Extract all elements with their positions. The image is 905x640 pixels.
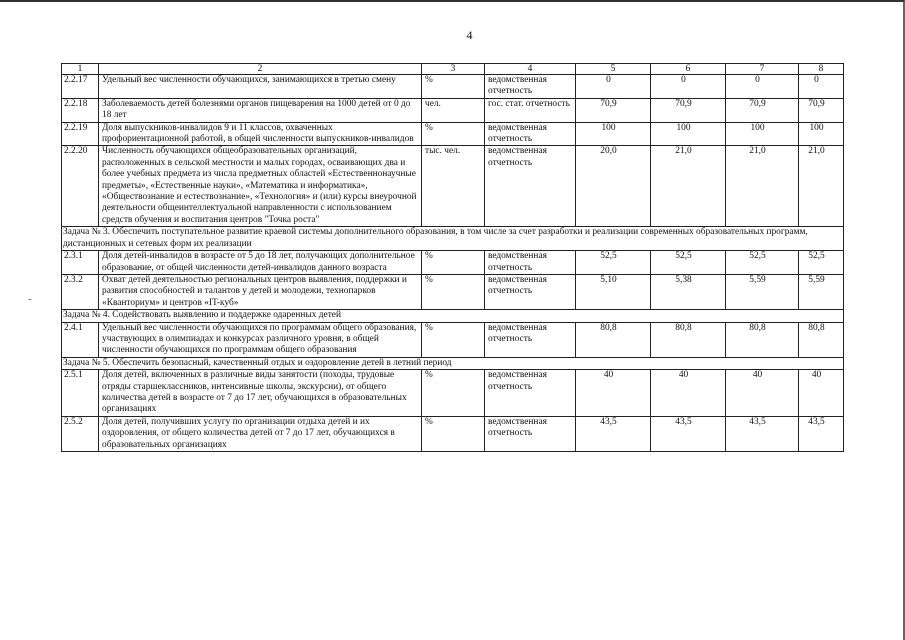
page-number: 4 — [466, 28, 473, 42]
indicator-name: Охват детей деятельностью региональных центров выявления, поддержки и развития способностей и талантов у детей и молодежи, технопарков «Кванториум» и центров «IT-куб» — [99, 274, 422, 309]
value-col-8: 21,0 — [799, 146, 844, 227]
value-col-8: 43,5 — [799, 416, 844, 451]
value-col-8: 80,8 — [799, 322, 844, 357]
table-body — [62, 64, 844, 452]
value-col-6: 80,8 — [651, 322, 726, 357]
data-source: ведомственная отчетность — [485, 122, 576, 146]
header-cell-2: 2 — [99, 64, 422, 75]
value-col-8: 70,9 — [799, 98, 844, 122]
header-cell-3: 3 — [422, 64, 485, 75]
value-col-7: 40 — [726, 370, 799, 417]
header-cell-7: 7 — [726, 64, 799, 75]
value-col-7: 80,8 — [726, 322, 799, 357]
indicator-code: 2.2.19 — [62, 122, 99, 146]
unit-of-measure: % — [422, 322, 485, 357]
task-heading: Задача № 4. Содействовать выявлению и поддержке одаренных детей — [62, 310, 844, 322]
table-row — [62, 122, 844, 146]
indicator-name: Численность обучающихся общеобразовательных организаций, расположенных в сельской местности и малых городах, осваивающих два и более учебных предмета из числа предметных областей «Естественнонаучные предметы», «Естественные науки», «Математика и информатика», «Обществознание и естествознание», «Технология» и (или) курсы внеурочной деятельности общеинтеллектуальной направленности с использованием средств обучения и воспитания центров "Точка роста" — [99, 146, 422, 227]
unit-of-measure: % — [422, 274, 485, 309]
unit-of-measure: тыс. чел. — [422, 146, 485, 227]
value-col-5: 5,10 — [576, 274, 651, 309]
table-row — [62, 251, 844, 275]
task-heading: Задача № 3. Обеспечить поступательное развитие краевой системы дополнительного образования, в том числе за счет разработки и реализации современных образовательных программ, дистанционных и сетевых форм их реализации — [62, 227, 844, 251]
margin-mark: - — [28, 293, 32, 305]
value-col-6: 40 — [651, 370, 726, 417]
header-cell-1: 1 — [62, 64, 99, 75]
indicator-name: Удельный вес численности обучающихся по программам общего образования, участвующих в олимпиадах и конкурсах различного уровня, в общей численности обучающихся по программам общего образования — [99, 322, 422, 357]
indicator-name: Удельный вес численности обучающихся, занимающихся в третью смену — [99, 75, 422, 99]
value-col-5: 20,0 — [576, 146, 651, 227]
data-source: ведомственная отчетность — [485, 251, 576, 275]
header-cell-5: 5 — [576, 64, 651, 75]
header-cell-8: 8 — [799, 64, 844, 75]
value-col-5: 52,5 — [576, 251, 651, 275]
value-col-7: 0 — [726, 75, 799, 99]
value-col-6: 21,0 — [651, 146, 726, 227]
unit-of-measure: чел. — [422, 98, 485, 122]
header-row — [62, 64, 844, 75]
indicator-code: 2.2.17 — [62, 75, 99, 99]
task-row — [62, 227, 844, 251]
indicators-table — [61, 63, 844, 452]
indicator-code: 2.4.1 — [62, 322, 99, 357]
indicator-name: Доля детей, включенных в различные виды занятости (походы, трудовые отряды старшеклассников, интенсивные школы, экскурсии), от общего количества детей в возрасте от 7 до 17 лет, обучающихся в образовательных организациях — [99, 370, 422, 417]
value-col-5: 80,8 — [576, 322, 651, 357]
value-col-8: 100 — [799, 122, 844, 146]
table-row — [62, 416, 844, 451]
data-source: гос. стат. отчетность — [485, 98, 576, 122]
value-col-7: 100 — [726, 122, 799, 146]
value-col-6: 52,5 — [651, 251, 726, 275]
value-col-5: 40 — [576, 370, 651, 417]
indicator-code: 2.2.18 — [62, 98, 99, 122]
table-row — [62, 146, 844, 227]
unit-of-measure: % — [422, 416, 485, 451]
value-col-5: 0 — [576, 75, 651, 99]
value-col-6: 0 — [651, 75, 726, 99]
table-row — [62, 274, 844, 309]
data-source: ведомственная отчетность — [485, 322, 576, 357]
value-col-6: 70,9 — [651, 98, 726, 122]
table-row — [62, 370, 844, 417]
data-source: ведомственная отчетность — [485, 416, 576, 451]
indicator-code: 2.5.2 — [62, 416, 99, 451]
table-row — [62, 98, 844, 122]
indicator-code: 2.3.2 — [62, 274, 99, 309]
task-row — [62, 310, 844, 322]
value-col-8: 52,5 — [799, 251, 844, 275]
task-heading: Задача № 5. Обеспечить безопасный, качественный отдых и оздоровление детей в летний период — [62, 357, 844, 369]
value-col-8: 0 — [799, 75, 844, 99]
data-source: ведомственная отчетность — [485, 75, 576, 99]
indicator-code: 2.5.1 — [62, 370, 99, 417]
unit-of-measure: % — [422, 122, 485, 146]
value-col-7: 5,59 — [726, 274, 799, 309]
data-source: ведомственная отчетность — [485, 146, 576, 227]
indicator-name: Доля детей-инвалидов в возрасте от 5 до 18 лет, получающих дополнительное образование, от общей численности детей-инвалидов данного возраста — [99, 251, 422, 275]
value-col-6: 43,5 — [651, 416, 726, 451]
value-col-6: 5,38 — [651, 274, 726, 309]
data-source: ведомственная отчетность — [485, 370, 576, 417]
value-col-8: 5,59 — [799, 274, 844, 309]
indicator-name: Доля выпускников-инвалидов 9 и 11 классов, охваченных профориентационной работой, в общей численности выпускников-инвалидов — [99, 122, 422, 146]
indicator-code: 2.3.1 — [62, 251, 99, 275]
header-cell-4: 4 — [485, 64, 576, 75]
value-col-5: 43,5 — [576, 416, 651, 451]
indicator-name: Доля детей, получивших услугу по организации отдыха детей и их оздоровления, от общего количества детей от 7 до 17 лет, обучающихся в образовательных организациях — [99, 416, 422, 451]
value-col-5: 100 — [576, 122, 651, 146]
value-col-8: 40 — [799, 370, 844, 417]
indicator-code: 2.2.20 — [62, 146, 99, 227]
value-col-6: 100 — [651, 122, 726, 146]
value-col-7: 21,0 — [726, 146, 799, 227]
indicator-name: Заболеваемость детей болезнями органов пищеварения на 1000 детей от 0 до 18 лет — [99, 98, 422, 122]
task-row — [62, 357, 844, 369]
value-col-7: 70,9 — [726, 98, 799, 122]
unit-of-measure: % — [422, 370, 485, 417]
value-col-7: 43,5 — [726, 416, 799, 451]
table-row — [62, 75, 844, 99]
unit-of-measure: % — [422, 75, 485, 99]
value-col-5: 70,9 — [576, 98, 651, 122]
value-col-7: 52,5 — [726, 251, 799, 275]
data-source: ведомственная отчетность — [485, 274, 576, 309]
header-cell-6: 6 — [651, 64, 726, 75]
table-row — [62, 322, 844, 357]
unit-of-measure: % — [422, 251, 485, 275]
